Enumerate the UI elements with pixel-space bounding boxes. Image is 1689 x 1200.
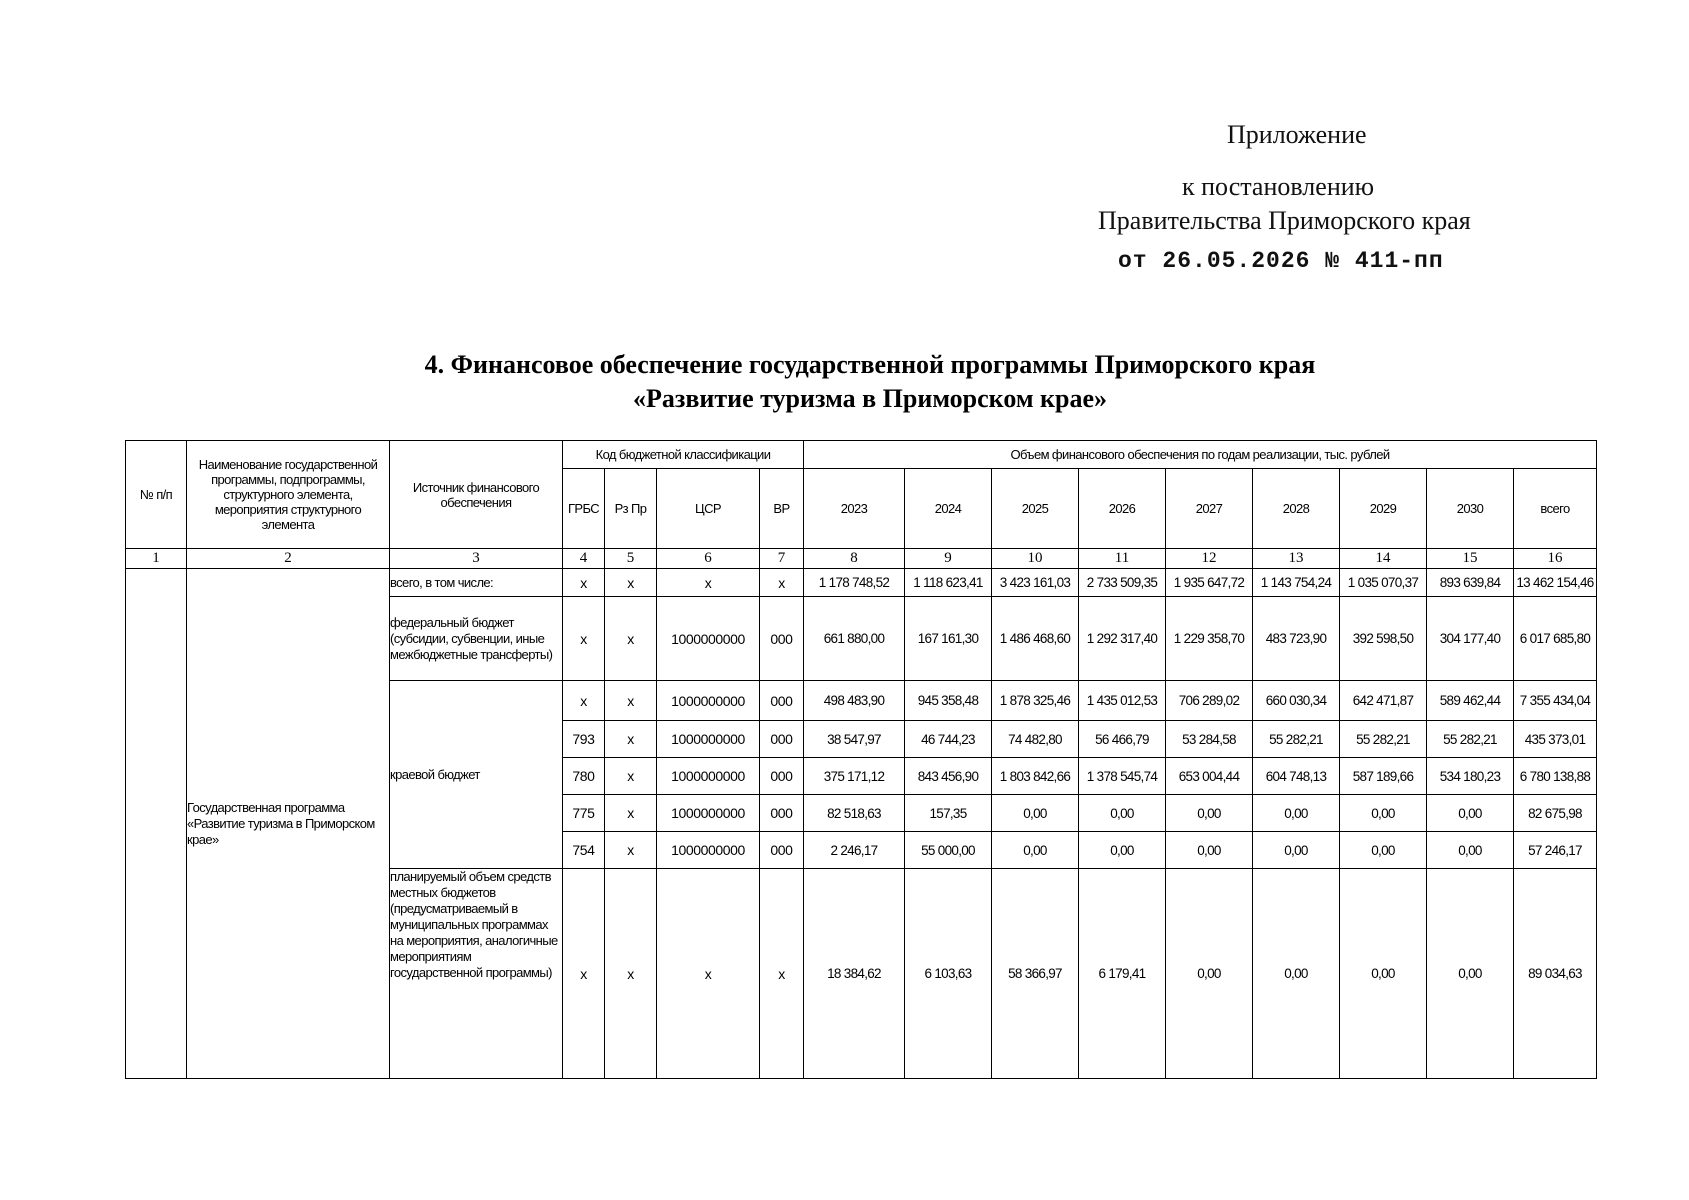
value-cell: 0,00 [992, 795, 1079, 832]
csr-cell: 1000000000 [657, 758, 760, 795]
value-cell: 1 378 545,74 [1079, 758, 1166, 795]
header-year-2026: 2026 [1079, 469, 1166, 549]
header-year-2028: 2028 [1253, 469, 1340, 549]
value-cell: 46 744,23 [905, 721, 992, 758]
value-cell: 0,00 [1079, 832, 1166, 869]
value-cell: 6 103,63 [905, 869, 992, 1079]
col-number: 2 [187, 549, 390, 569]
col-number: 6 [657, 549, 760, 569]
value-cell: 1 486 468,60 [992, 597, 1079, 681]
value-cell: 55 282,21 [1427, 721, 1514, 758]
value-cell: 38 547,97 [804, 721, 905, 758]
value-cell: 1 229 358,70 [1166, 597, 1253, 681]
value-cell: 0,00 [1427, 869, 1514, 1079]
source-cell: планируемый объем средств местных бюджетов (предусматриваемый в муниципальных программах на мероприятия, аналогичные мероприятиям государственной программы) [390, 869, 563, 1079]
header-row-groups [126, 441, 1597, 469]
col-number: 16 [1514, 549, 1597, 569]
col-number: 7 [760, 549, 804, 569]
regional-budget-label: краевой бюджет [390, 681, 563, 869]
header-year-2024: 2024 [905, 469, 992, 549]
rzpr-cell: х [605, 569, 657, 597]
value-cell: 661 880,00 [804, 597, 905, 681]
value-cell: 2 246,17 [804, 832, 905, 869]
program-name: Государственная программа «Развитие туризма в Приморском крае» [187, 569, 390, 1079]
value-cell: 604 748,13 [1253, 758, 1340, 795]
value-cell: 0,00 [1079, 795, 1166, 832]
col-number: 8 [804, 549, 905, 569]
column-number-row [126, 549, 1597, 569]
value-cell: 56 466,79 [1079, 721, 1166, 758]
value-cell: 660 030,34 [1253, 681, 1340, 721]
grbs-cell: х [563, 597, 605, 681]
value-cell: 167 161,30 [905, 597, 992, 681]
vr-cell: 000 [760, 597, 804, 681]
col-number: 12 [1166, 549, 1253, 569]
csr-cell: 1000000000 [657, 832, 760, 869]
col-number: 4 [563, 549, 605, 569]
csr-cell: 1000000000 [657, 721, 760, 758]
value-cell: 1 935 647,72 [1166, 569, 1253, 597]
header-year-2030: 2030 [1427, 469, 1514, 549]
value-cell: 0,00 [1166, 869, 1253, 1079]
value-cell: 1 035 070,37 [1340, 569, 1427, 597]
value-cell: 483 723,90 [1253, 597, 1340, 681]
value-cell: 3 423 161,03 [992, 569, 1079, 597]
header-budget-code: Код бюджетной классификации [563, 441, 804, 469]
program-number-cell [126, 569, 187, 1079]
value-cell: 706 289,02 [1166, 681, 1253, 721]
value-cell: 0,00 [992, 832, 1079, 869]
decree-date-number: от 26.05.2026 № 411-пп [1118, 248, 1444, 274]
header-num: № п/п [126, 441, 187, 549]
vr-cell: х [760, 569, 804, 597]
header-vr: ВР [760, 469, 804, 549]
decree-reference: к постановлению [1182, 172, 1375, 201]
value-cell: 82 675,98 [1514, 795, 1597, 832]
value-cell: 893 639,84 [1427, 569, 1514, 597]
vr-cell: 000 [760, 832, 804, 869]
value-cell: 392 598,50 [1340, 597, 1427, 681]
grbs-cell: х [563, 569, 605, 597]
csr-cell: х [657, 869, 760, 1079]
rzpr-cell: х [605, 758, 657, 795]
source-cell: федеральный бюджет (субсидии, субвенции, иные межбюджетные трансферты) [390, 597, 563, 681]
financing-table [125, 440, 1597, 1079]
col-number: 1 [126, 549, 187, 569]
csr-cell: 1000000000 [657, 795, 760, 832]
rzpr-cell: х [605, 832, 657, 869]
value-cell: 74 482,80 [992, 721, 1079, 758]
vr-cell: 000 [760, 758, 804, 795]
value-cell: 6 017 685,80 [1514, 597, 1597, 681]
header-source: Источник финансового обеспечения [390, 441, 563, 549]
value-cell: 304 177,40 [1427, 597, 1514, 681]
header-grbs: ГРБС [563, 469, 605, 549]
value-cell: 375 171,12 [804, 758, 905, 795]
value-cell: 13 462 154,46 [1514, 569, 1597, 597]
value-cell: 0,00 [1427, 832, 1514, 869]
value-cell: 55 282,21 [1340, 721, 1427, 758]
value-cell: 2 733 509,35 [1079, 569, 1166, 597]
value-cell: 82 518,63 [804, 795, 905, 832]
col-number: 11 [1079, 549, 1166, 569]
rzpr-cell: х [605, 869, 657, 1079]
value-cell: 587 189,66 [1340, 758, 1427, 795]
header-year-2023: 2023 [804, 469, 905, 549]
government-name: Правительства Приморского края [1098, 206, 1471, 235]
value-cell: 0,00 [1166, 795, 1253, 832]
table-row [126, 569, 1597, 597]
value-cell: 7 355 434,04 [1514, 681, 1597, 721]
value-cell: 1 118 623,41 [905, 569, 992, 597]
value-cell: 0,00 [1253, 795, 1340, 832]
value-cell: 642 471,87 [1340, 681, 1427, 721]
header-volume: Объем финансового обеспечения по годам реализации, тыс. рублей [804, 441, 1597, 469]
value-cell: 0,00 [1166, 832, 1253, 869]
header-year-2027: 2027 [1166, 469, 1253, 549]
header-csr: ЦСР [657, 469, 760, 549]
value-cell: 6 780 138,88 [1514, 758, 1597, 795]
value-cell: 157,35 [905, 795, 992, 832]
header-total: всего [1514, 469, 1597, 549]
value-cell: 435 373,01 [1514, 721, 1597, 758]
value-cell: 0,00 [1253, 869, 1340, 1079]
value-cell: 89 034,63 [1514, 869, 1597, 1079]
grbs-cell: 754 [563, 832, 605, 869]
grbs-cell: 780 [563, 758, 605, 795]
document-title-line-2: «Развитие туризма в Приморском крае» [632, 384, 1108, 413]
vr-cell: х [760, 869, 804, 1079]
rzpr-cell: х [605, 597, 657, 681]
col-number: 10 [992, 549, 1079, 569]
value-cell: 945 358,48 [905, 681, 992, 721]
value-cell: 18 384,62 [804, 869, 905, 1079]
col-number: 13 [1253, 549, 1340, 569]
value-cell: 0,00 [1340, 869, 1427, 1079]
source-cell: всего, в том числе: [390, 569, 563, 597]
value-cell: 55 000,00 [905, 832, 992, 869]
value-cell: 843 456,90 [905, 758, 992, 795]
grbs-cell: 775 [563, 795, 605, 832]
value-cell: 589 462,44 [1427, 681, 1514, 721]
value-cell: 57 246,17 [1514, 832, 1597, 869]
header-year-2025: 2025 [992, 469, 1079, 549]
col-number: 3 [390, 549, 563, 569]
col-number: 15 [1427, 549, 1514, 569]
csr-cell: 1000000000 [657, 681, 760, 721]
value-cell: 1 878 325,46 [992, 681, 1079, 721]
header-year-2029: 2029 [1340, 469, 1427, 549]
col-number: 5 [605, 549, 657, 569]
value-cell: 1 143 754,24 [1253, 569, 1340, 597]
value-cell: 0,00 [1340, 795, 1427, 832]
rzpr-cell: х [605, 681, 657, 721]
value-cell: 6 179,41 [1079, 869, 1166, 1079]
col-number: 14 [1340, 549, 1427, 569]
vr-cell: 000 [760, 721, 804, 758]
value-cell: 653 004,44 [1166, 758, 1253, 795]
vr-cell: 000 [760, 681, 804, 721]
vr-cell: 000 [760, 795, 804, 832]
value-cell: 58 366,97 [992, 869, 1079, 1079]
col-number: 9 [905, 549, 992, 569]
header-name: Наименование государственной программы, подпрограммы, структурного элемента, мероприятия структурного элемента [187, 441, 390, 549]
grbs-cell: х [563, 681, 605, 721]
appendix-title: Приложение [1227, 120, 1367, 149]
rzpr-cell: х [605, 721, 657, 758]
value-cell: 1 178 748,52 [804, 569, 905, 597]
value-cell: 1 292 317,40 [1079, 597, 1166, 681]
value-cell: 53 284,58 [1166, 721, 1253, 758]
header-rzpr: Рз Пр [605, 469, 657, 549]
grbs-cell: 793 [563, 721, 605, 758]
document-title-line-1: 4. Финансовое обеспечение государственной программы Приморского края [424, 350, 1316, 379]
rzpr-cell: х [605, 795, 657, 832]
value-cell: 0,00 [1253, 832, 1340, 869]
grbs-cell: х [563, 869, 605, 1079]
value-cell: 534 180,23 [1427, 758, 1514, 795]
value-cell: 1 435 012,53 [1079, 681, 1166, 721]
csr-cell: 1000000000 [657, 597, 760, 681]
value-cell: 0,00 [1340, 832, 1427, 869]
value-cell: 498 483,90 [804, 681, 905, 721]
csr-cell: х [657, 569, 760, 597]
value-cell: 0,00 [1427, 795, 1514, 832]
value-cell: 1 803 842,66 [992, 758, 1079, 795]
value-cell: 55 282,21 [1253, 721, 1340, 758]
